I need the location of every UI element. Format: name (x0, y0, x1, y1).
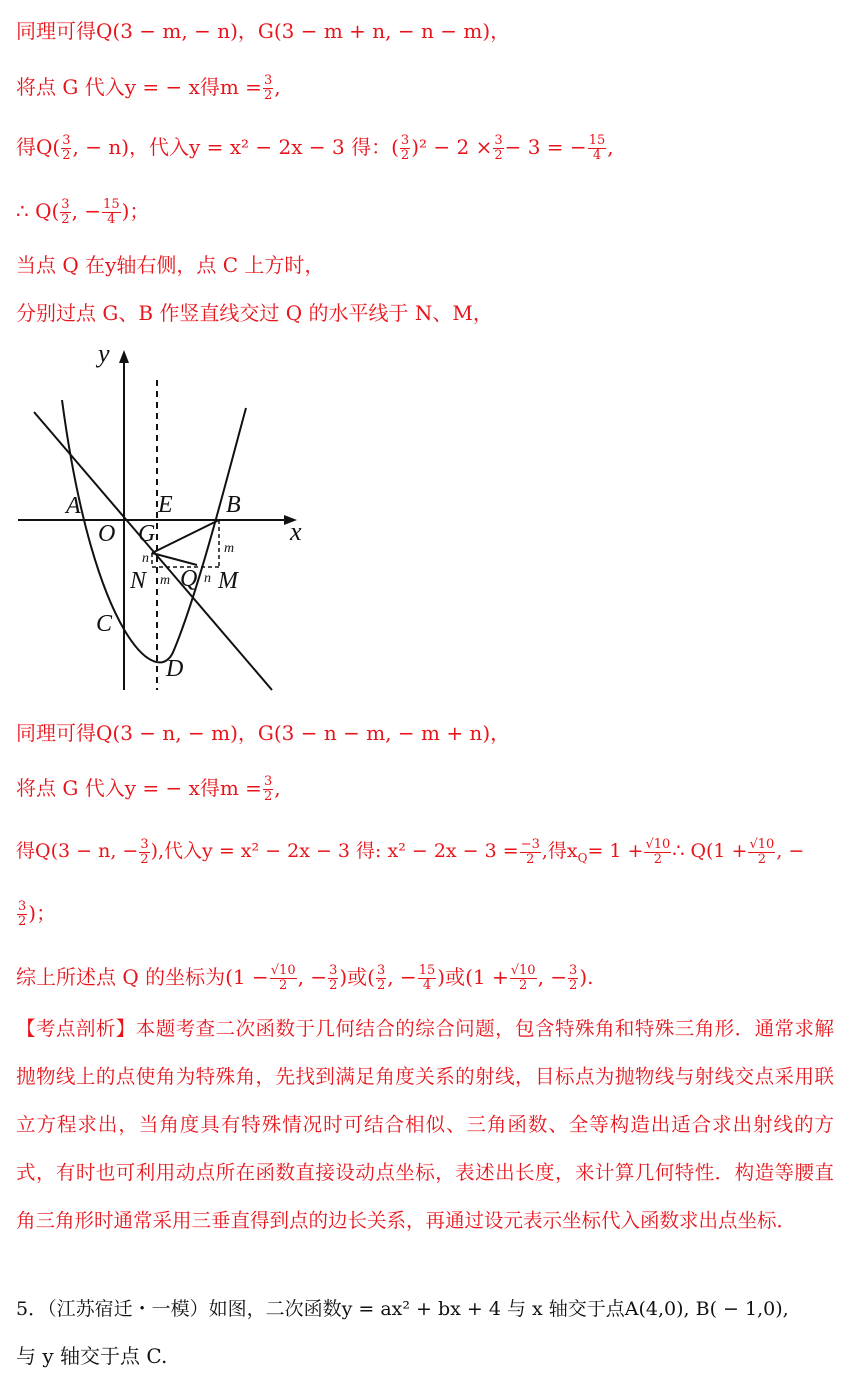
label-y: y (98, 340, 110, 368)
solution-line-6: 分别过点 G、B 作竖直线交过 Q 的水平线于 N、M， (16, 301, 493, 325)
question-5-line-2: 与 y 轴交于点 C. (16, 1344, 168, 1368)
solution-line-7: 同理可得Q(3 − n, − m)，G(3 − n − m, − m + n)， (16, 721, 511, 745)
question-5-line-1: 5．（江苏宿迁・一模）如图，二次函数y = ax² + bx + 4 与 x 轴交于点A(4,0), B( − 1,0), (16, 1298, 789, 1320)
label-n-1: n (142, 551, 149, 566)
analysis-text: 本题考查二次函数于几何结合的综合问题，包含特殊角和特殊三角形．通常求解抛物线上的点使角为特殊角，先找到满足角度关系的射线，目标点为抛物线与射线交点采用联立方程求出，当角度具有特殊情况时可结合相似、三角函数、全等构造出适合求出射线的方式，有时也可利用动点所在函数直接设动点坐标，表述出长度，来计算几何特性．构造等腰直角三角形时通常采用三垂直得到点的边长关系，再通过设元表示坐标代入函数求出点坐标． (16, 1017, 834, 1232)
label-m: M (218, 568, 238, 594)
analysis-label: 【考点剖析】 (16, 1017, 136, 1040)
label-n: N (130, 568, 147, 594)
label-e: E (158, 492, 173, 518)
parabola-figure (14, 340, 314, 700)
analysis-paragraph (16, 1005, 834, 1245)
label-d: D (166, 656, 184, 682)
solution-line-4: ∴ Q( $\frac{3}{2}$ , − $\frac{15}{4}$ )； (16, 197, 150, 227)
solution-line-8: 将点 G 代入y = − x得m = $\frac{3}{2}$ , (16, 774, 281, 804)
solution-line-1: 同理可得Q(3 − m, − n)，G(3 − m + n, − n − m)， (16, 19, 511, 43)
solution-line-9: 得Q(3 − n, − $\frac{3}{2}$ ),代入y = x² − 2x − 3 得: x² − 2x − 3 = $\frac{-3}{2}$ ,得$x_Q= 1$ + $\frac{√10}{2}$ ∴ Q(1 + $\frac{√10}{2}$ , − (16, 836, 805, 867)
solution-line-5: 当点 Q 在y轴右侧，点 C 上方时， (16, 253, 325, 277)
label-c: C (96, 611, 113, 637)
label-b: B (226, 492, 241, 518)
label-m-1: m (224, 541, 235, 556)
label-a: A (66, 493, 81, 519)
label-n-2: n (204, 571, 211, 586)
text: 将点 G 代入y = − x得m = (16, 75, 262, 99)
label-o: O (98, 521, 116, 547)
label-x: x (290, 517, 302, 546)
label-m-2: m (160, 573, 171, 588)
solution-line-2: 将点 G 代入y = − x得m = $\frac{3}{2}$ , (16, 73, 281, 103)
solution-line-3: 得Q( $\frac{3}{2}$ , − n)，代入y = x² − 2x − 3 得：( $\frac{3}{2}$ )² − 2 × $\frac{3}{2}$ − 3 = − $\frac{15}{4}$ , (16, 133, 614, 163)
label-q: Q (180, 566, 198, 592)
line-y-neg-x (34, 412, 272, 690)
segment-gb (152, 520, 219, 553)
solution-line-11: 综上所述点 Q 的坐标为(1 − $\frac{√10}{2}$ , − $\frac{3}{2}$ )或( $\frac{3}{2}$ , − $\frac{15}{4}$ )或(1 + $\frac{√10}{2}$ , − $\frac{3}{2}$ ). (16, 963, 594, 993)
label-g: G (138, 521, 156, 547)
y-axis-arrow (119, 350, 129, 363)
solution-line-10: $\frac{3}{2}$ )； (18, 899, 57, 929)
fraction: $\frac{3}{2}$ (263, 73, 273, 103)
